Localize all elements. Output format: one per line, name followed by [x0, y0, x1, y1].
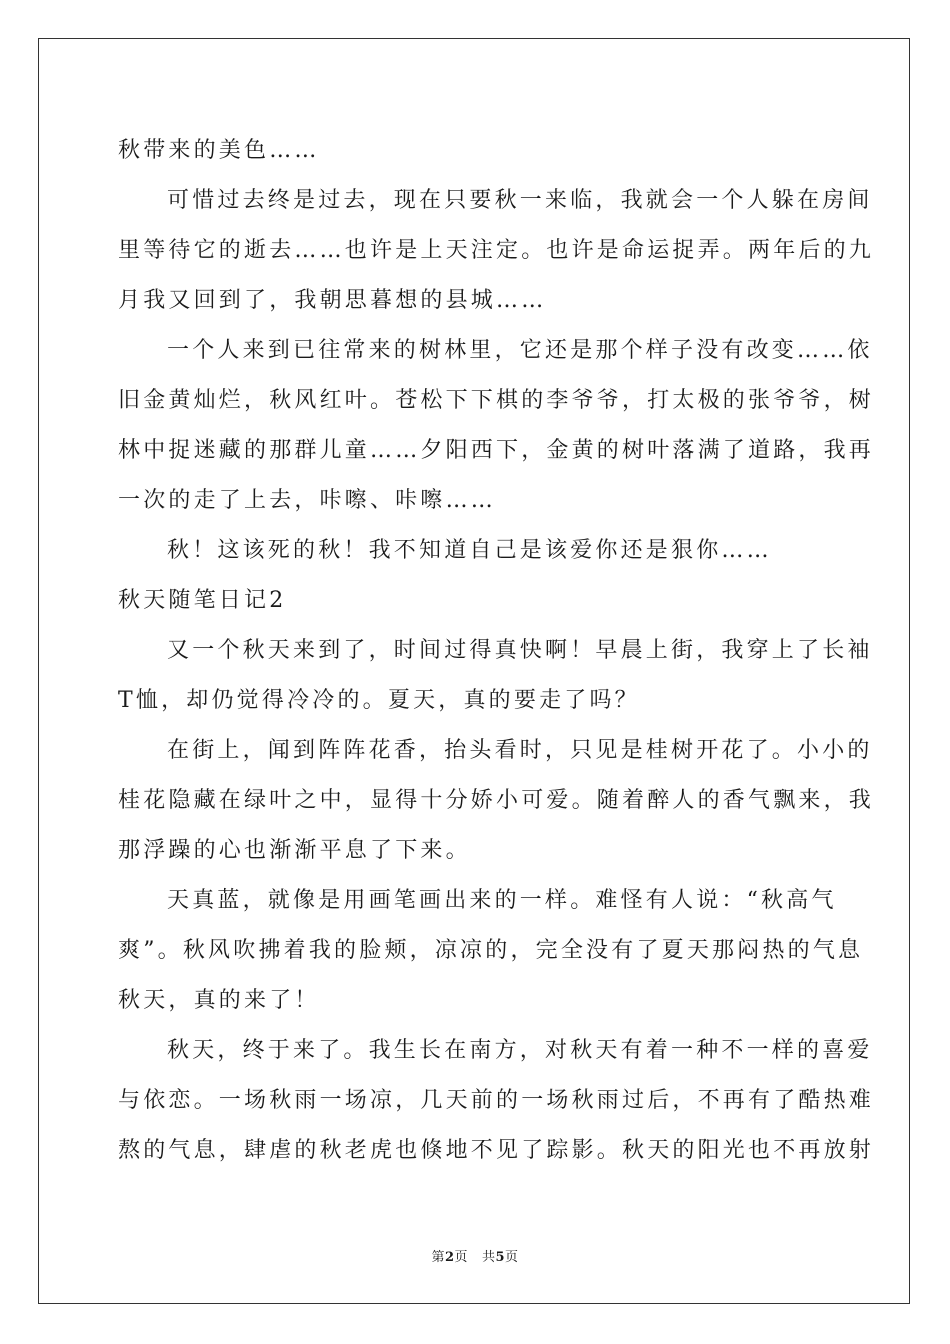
text-line: 一个人来到已往常来的树林里，它还是那个样子没有改变……依 [167, 338, 873, 363]
total-page-number: 5 [495, 1250, 506, 1265]
text-line: 秋！这该死的秋！我不知道自己是该爱你还是狠你…… [167, 538, 772, 563]
text-line: 熬的气息，肆虐的秋老虎也倏地不见了踪影。秋天的阳光也不再放射 [118, 1138, 875, 1163]
text-line: T恤，却仍觉得冷冷的。夏天，真的要走了吗？ [118, 688, 640, 713]
text-line: 月我又回到了，我朝思暮想的县城…… [118, 288, 547, 313]
text-line: 桂花隐藏在绿叶之中，显得十分娇小可爱。随着醉人的香气飘来，我 [118, 788, 875, 813]
page-footer [0, 1246, 950, 1265]
text-line: 林中捉迷藏的那群儿童……夕阳西下，金黄的树叶落满了道路，我再 [118, 438, 875, 463]
text-line: 里等待它的逝去……也许是上天注定。也许是命运捉弄。两年后的九 [118, 238, 875, 263]
text-line: 爽”。秋风吹拂着我的脸颊，凉凉的，完全没有了夏天那闷热的气息 [118, 938, 864, 963]
footer-prefix: 第 [431, 1250, 445, 1265]
text-line: 秋天，真的来了！ [118, 988, 320, 1013]
text-line: 秋天，终于来了。我生长在南方，对秋天有着一种不一样的喜爱 [167, 1038, 873, 1063]
text-line: 又一个秋天来到了，时间过得真快啊！早晨上街，我穿上了长袖 [167, 638, 873, 663]
current-page-number: 2 [444, 1250, 455, 1265]
text-line: 天真蓝，就像是用画笔画出来的一样。难怪有人说：“秋高气 [167, 888, 837, 913]
text-line: 在街上，闻到阵阵花香，抬头看时，只见是桂树开花了。小小的 [167, 738, 873, 763]
document-body [118, 126, 875, 1176]
text-line: 可惜过去终是过去，现在只要秋一来临，我就会一个人躲在房间 [167, 188, 873, 213]
text-line: 秋带来的美色…… [118, 138, 320, 163]
footer-page-suffix: 页 [454, 1250, 469, 1265]
section-heading: 秋天随笔日记2 [118, 588, 287, 613]
footer-total-prefix: 共 [481, 1250, 496, 1265]
text-line: 与依恋。一场秋雨一场凉，几天前的一场秋雨过后，不再有了酷热难 [118, 1088, 875, 1113]
text-line: 那浮躁的心也渐渐平息了下来。 [118, 838, 471, 863]
text-line: 一次的走了上去，咔嚓、咔嚓…… [118, 488, 497, 513]
footer-total-suffix: 页 [505, 1250, 519, 1265]
text-line: 旧金黄灿烂，秋风红叶。苍松下下棋的李爷爷，打太极的张爷爷，树 [118, 388, 875, 413]
